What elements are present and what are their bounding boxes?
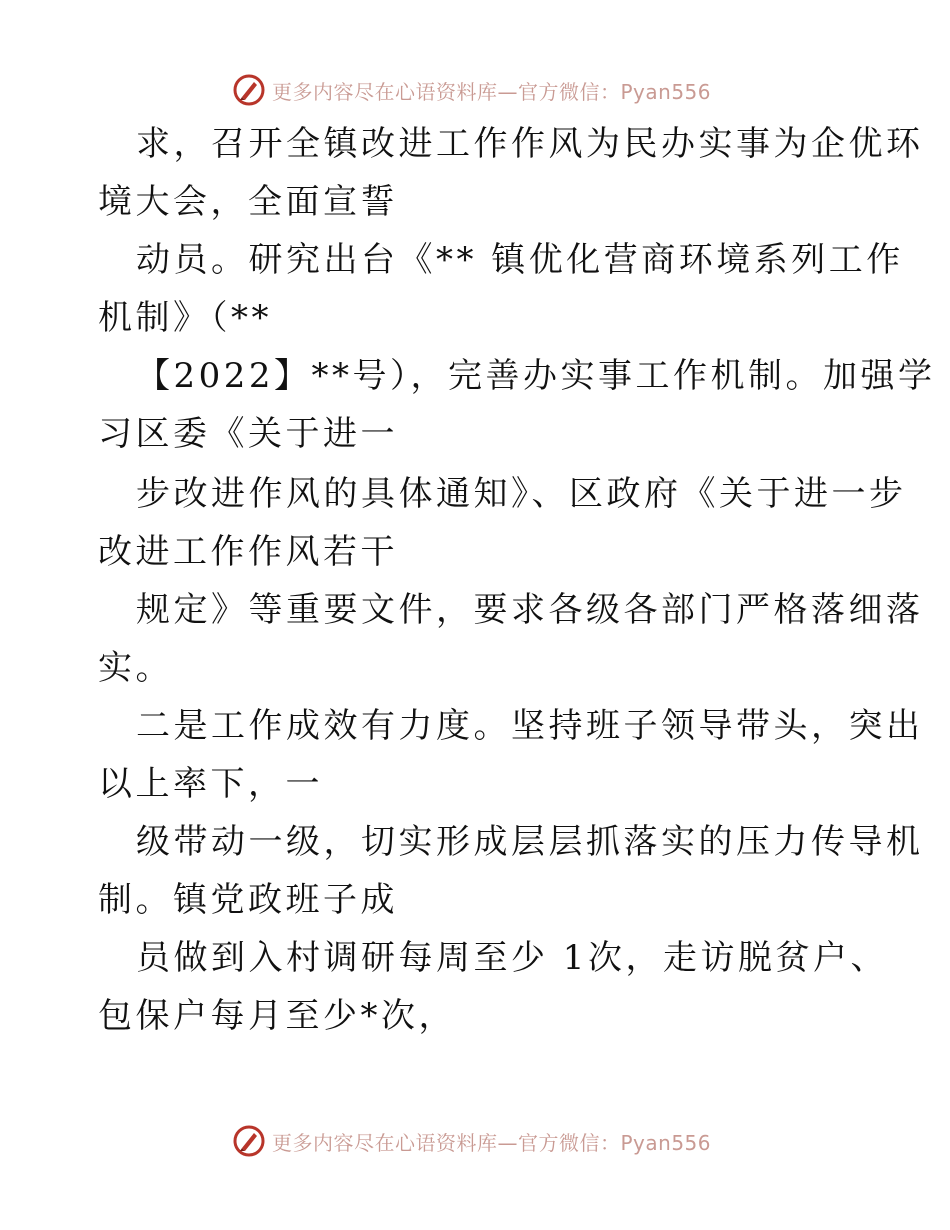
paragraph-line: 实。 xyxy=(98,648,173,688)
paragraph-line: 习区委《关于进一 xyxy=(98,414,398,454)
paragraph-line: 【2022】**号），完善办实事工作机制。加强学 xyxy=(136,356,936,396)
header-banner-text: 更多内容尽在心语资料库—官方微信：Pyan556 xyxy=(272,79,712,104)
paragraph-line: 改进工作作风若干 xyxy=(98,532,398,572)
paragraph-line: 规定》等重要文件，要求各级各部门严格落细落 xyxy=(136,590,924,630)
paragraph-line: 机制》（** xyxy=(98,298,272,338)
paragraph-line: 步改进作风的具体通知》、区政府《关于进一步 xyxy=(136,474,907,514)
paragraph-line: 境大会，全面宣誓 xyxy=(98,182,398,222)
paragraph-line: 求，召开全镇改进工作作风为民办实事为企优环 xyxy=(136,124,924,164)
paragraph-line: 二是工作成效有力度。坚持班子领导带头，突出 xyxy=(136,706,924,746)
paragraph-line: 以上率下，一 xyxy=(98,764,323,804)
pen-circle-logo-icon xyxy=(232,73,266,107)
paragraph-line: 动员。研究出台《** 镇优化营商环境系列工作 xyxy=(136,240,904,280)
paragraph-line: 级带动一级，切实形成层层抓落实的压力传导机 xyxy=(136,822,924,862)
footer-watermark-banner xyxy=(232,1123,711,1159)
paragraph-line: 包保户每月至少*次， xyxy=(98,996,456,1036)
header-watermark-banner xyxy=(232,72,711,108)
paragraph-line: 员做到入村调研每周至少 1次，走访脱贫户、 xyxy=(136,938,888,978)
pen-circle-logo-icon xyxy=(232,1124,266,1158)
footer-banner-text: 更多内容尽在心语资料库—官方微信：Pyan556 xyxy=(272,1130,712,1155)
paragraph-line: 制。镇党政班子成 xyxy=(98,880,398,920)
